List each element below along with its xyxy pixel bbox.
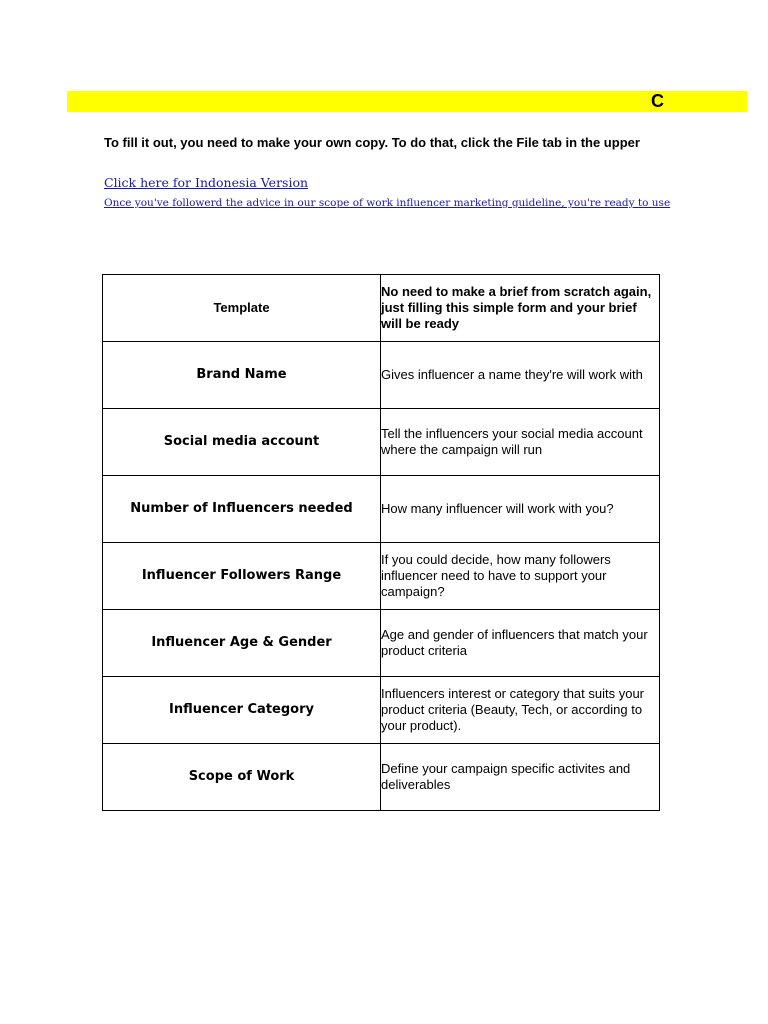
row-label: Influencer Age & Gender (103, 610, 381, 677)
indonesia-version-link[interactable]: Click here for Indonesia Version (104, 175, 309, 190)
row-label: Number of Influencers needed (103, 476, 381, 543)
table-row (103, 476, 660, 543)
row-label: Template (103, 275, 381, 342)
brief-table (102, 274, 660, 811)
table-row (103, 342, 660, 409)
title-banner (67, 91, 747, 112)
row-label: Influencer Category (103, 677, 381, 744)
row-description: Tell the influencers your social media account where the campaign will run (381, 409, 660, 476)
table-row (103, 275, 660, 342)
guideline-link[interactable]: Once you've followerd the advice in our scope of work influencer marketing guideline, you're ready to use (104, 197, 671, 209)
table-row (103, 677, 660, 744)
table-row (103, 409, 660, 476)
row-label: Social media account (103, 409, 381, 476)
row-description: No need to make a brief from scratch again, just filling this simple form and your brief will be ready (381, 275, 660, 342)
row-description: Gives influencer a name they're will work with (381, 342, 660, 409)
row-label: Brand Name (103, 342, 381, 409)
copy-instruction: To fill it out, you need to make your own copy. To do that, click the File tab in the upper (104, 135, 640, 150)
row-label: Scope of Work (103, 744, 381, 811)
row-description: Define your campaign specific activites and deliverables (381, 744, 660, 811)
row-description: Age and gender of influencers that match your product criteria (381, 610, 660, 677)
row-description: If you could decide, how many followers influencer need to have to support your campaign? (381, 543, 660, 610)
row-description: Influencers interest or category that suits your product criteria (Beauty, Tech, or according to your product). (381, 677, 660, 744)
table-row (103, 610, 660, 677)
table-row (103, 543, 660, 610)
row-description: How many influencer will work with you? (381, 476, 660, 543)
row-label: Influencer Followers Range (103, 543, 381, 610)
banner-title: C (651, 91, 664, 111)
table-row (103, 744, 660, 811)
